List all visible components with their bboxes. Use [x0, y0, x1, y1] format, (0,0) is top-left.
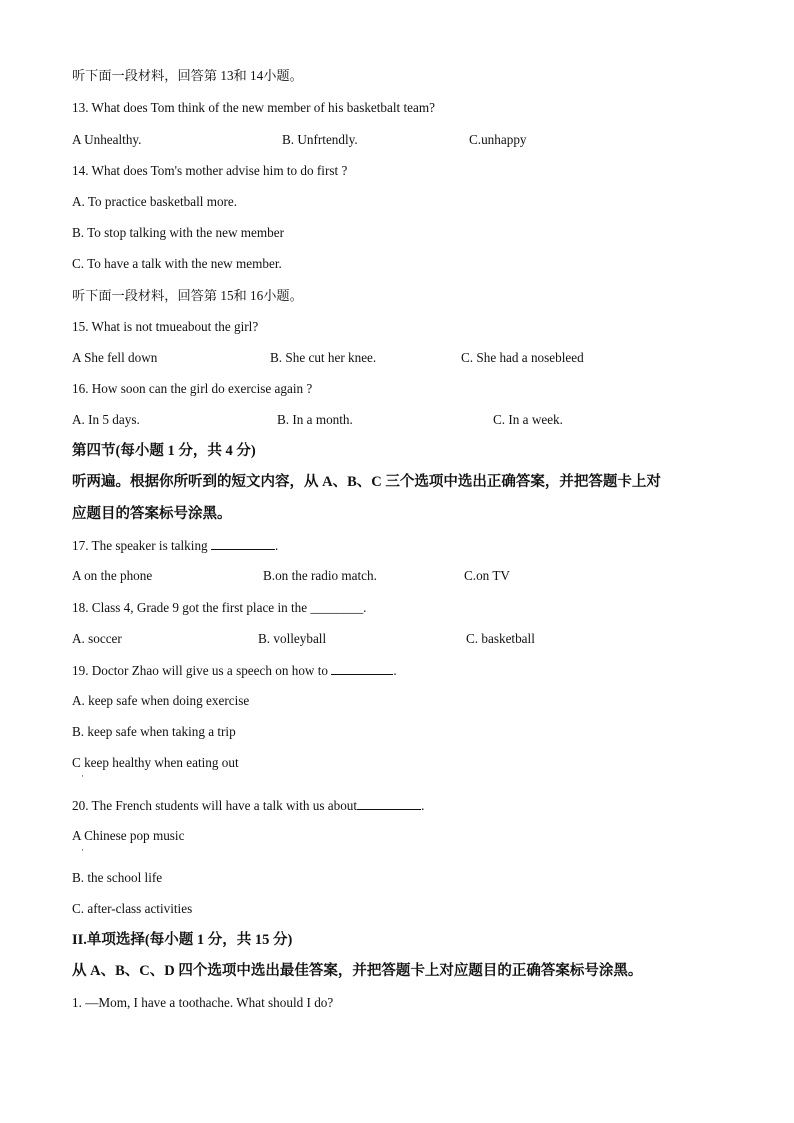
q20-option-b: B. the school life: [72, 870, 163, 885]
answer-blank: [211, 537, 275, 550]
q18-option-a: A. soccer: [72, 631, 122, 646]
question-15: 15. What is not tmueabout the girl?: [72, 319, 259, 334]
q17-option-c: C.on TV: [464, 568, 510, 583]
q13-option-a: A Unhealthy.: [72, 132, 142, 147]
section-4-instruction-line-1: 听两遍。根据你所听到的短文内容，从 A、B、C 三个选项中选出正确答案，并把答题卡上对: [72, 474, 661, 490]
q18-option-c: C. basketball: [466, 631, 535, 646]
question-17: [72, 537, 278, 554]
intro-15-16: 听下面一段材料，回答第 15和 16小题。: [72, 288, 303, 303]
q19-option-b: B. keep safe when taking a trip: [72, 724, 236, 739]
stray-dot-mark: ·: [81, 771, 84, 781]
q15-option-b: B. She cut her knee.: [270, 350, 377, 365]
q20-end: .: [421, 798, 425, 813]
question-14: 14. What does Tom's mother advise him to do first ?: [72, 163, 348, 178]
q20-option-c: C. after-class activities: [72, 901, 193, 916]
q14-option-a: A. To practice basketball more.: [72, 194, 238, 209]
part-2-question-1: 1. —Mom, I have a toothache. What should I do?: [72, 995, 334, 1010]
q19-text: 19. Doctor Zhao will give us a speech on how to: [72, 663, 332, 678]
q13-option-b: B. Unfrtendly.: [282, 132, 358, 147]
q20-option-a: A Chinese pop music: [72, 828, 185, 843]
question-13: 13. What does Tom think of the new member of his basketbalt team?: [72, 100, 435, 115]
intro-13-14: 听下面一段材料，回答第 13和 14小题。: [72, 68, 303, 83]
question-19: [72, 662, 397, 679]
part-2-instruction: 从 A、B、C、D 四个选项中选出最佳答案，并把答题卡上对应题目的正确答案标号涂黑。: [72, 963, 643, 979]
section-4-instruction-line-2: 应题目的答案标号涂黑。: [72, 506, 232, 522]
q17-end: .: [274, 538, 279, 553]
q19-option-c: C keep healthy when eating out: [72, 755, 239, 770]
q14-option-b: B. To stop talking with the new member: [72, 225, 285, 240]
section-4-title: 第四节(每小题 1 分，共 4 分): [72, 443, 256, 459]
question-16: 16. How soon can the girl do exercise again ?: [72, 381, 313, 396]
answer-blank: [331, 662, 393, 675]
answer-blank: [357, 797, 421, 810]
q19-option-a: A. keep safe when doing exercise: [72, 693, 250, 708]
q16-option-a: A. In 5 days.: [72, 412, 140, 427]
question-20: [72, 797, 424, 814]
q17-option-b: B.on the radio match.: [263, 568, 377, 583]
q15-option-a: A She fell down: [72, 350, 158, 365]
q16-option-c: C. In a week.: [493, 412, 563, 427]
q20-text: 20. The French students will have a talk with us about: [72, 798, 358, 813]
stray-dot-mark: ·: [81, 845, 84, 855]
q13-option-c: C.unhappy: [469, 132, 527, 147]
q19-end: .: [393, 663, 397, 678]
q15-option-c: C. She had a nosebleed: [461, 350, 584, 365]
q17-option-a: A on the phone: [72, 568, 153, 583]
part-2-title: II.单项选择(每小题 1 分，共 15 分): [72, 932, 293, 948]
question-18: 18. Class 4, Grade 9 got the first place in the ________.: [72, 600, 367, 615]
q18-option-b: B. volleyball: [258, 631, 327, 646]
q17-text: 17. The speaker is talking: [72, 538, 211, 553]
q16-option-b: B. In a month.: [277, 412, 353, 427]
q14-option-c: C. To have a talk with the new member.: [72, 256, 282, 271]
